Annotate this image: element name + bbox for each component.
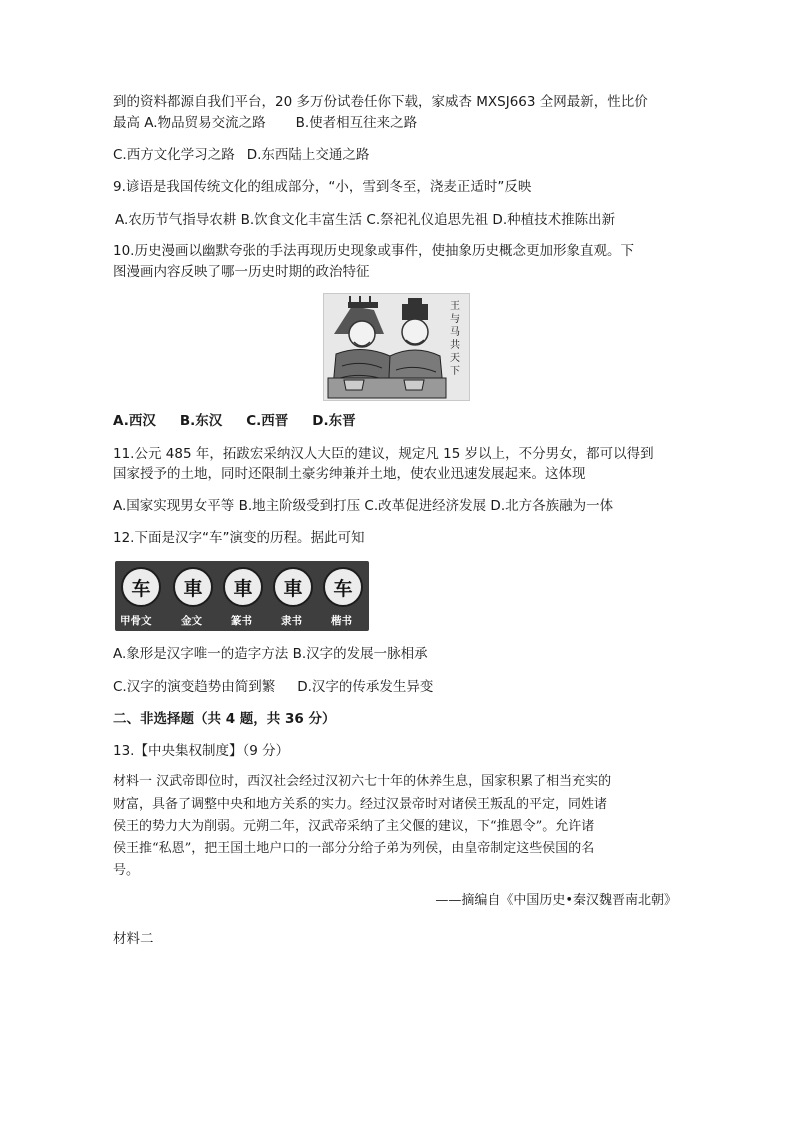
question-11-line-1: 11.公元 485 年，拓跋宏采纳汉人大臣的建议，规定凡 15 岁以上，不分男女，都可以得到	[113, 446, 654, 462]
regular-script-glyph: 车	[323, 567, 363, 607]
q10-option-b: B.东汉	[179, 413, 223, 429]
cartoon-caption: 王与马共天下	[450, 301, 460, 377]
historical-cartoon	[323, 293, 470, 401]
q8-option-b: B.使者相互往来之路	[295, 115, 418, 131]
material-1-line-1: 材料一 汉武帝即位时，西汉社会经过汉初六七十年的休养生息，国家积累了相当充实的	[113, 774, 612, 789]
question-12-options-cd	[113, 677, 433, 697]
q8-option-a: 最高 A.物品贸易交流之路	[113, 115, 266, 131]
clerical-script-label: 隶书	[281, 615, 302, 627]
section-2-heading: 二、非选择题（共 4 题，共 36 分）	[113, 711, 336, 727]
text-line-1: 到的资料都源自我们平台，20 多万份试卷任你下载，家威杏 MXSJ663 全网最新，性比价	[113, 94, 648, 110]
material-1-line-3: 侯王的势力大为削弱。元朔二年，汉武帝采纳了主父偃的建议，下“推恩令”。允许诸	[113, 819, 595, 834]
question-11-options: A.国家实现男女平等 B.地主阶级受到打压 C.改革促进经济发展 D.北方各族融为一体	[113, 498, 614, 514]
character-evolution-image	[115, 561, 369, 631]
q10-option-c: C.西晋	[246, 413, 289, 429]
question-9-options: A.农历节气指导农耕 B.饮食文化丰富生活 C.祭祀礼仪追思先祖 D.种植技术推陈出新	[115, 212, 616, 228]
question-13-heading: 13.【中央集权制度】（9 分）	[113, 743, 290, 759]
material-1-line-4: 侯王推“私恩”，把王国土地户口的一部分分给子弟为列侯，由皇帝制定这些侯国的名	[113, 841, 595, 856]
bronze-script-label: 金文	[181, 615, 202, 627]
q8-option-c: C.西方文化学习之路	[113, 147, 235, 163]
q12-option-d: D.汉字的传承发生异变	[297, 679, 434, 695]
material-1-line-5: 号。	[113, 863, 140, 878]
bronze-script-glyph: 車	[173, 567, 213, 607]
text-line-2	[113, 113, 417, 133]
cartoon-illustration	[324, 294, 469, 400]
question-10-line-2: 图漫画内容反映了哪一历史时期的政治特征	[113, 264, 370, 280]
material-1-source: ——摘编自《中国历史•秦汉魏晋南北朝》	[435, 893, 677, 908]
question-12: 12.下面是汉字“车”演变的历程。据此可知	[113, 530, 365, 546]
material-1-line-2: 财富，具备了调整中央和地方关系的实力。经过汉景帝时对诸侯王叛乱的平定，同姓诸	[113, 797, 608, 812]
seal-script-glyph: 車	[223, 567, 263, 607]
material-2-label: 材料二	[113, 931, 154, 947]
seal-script-label: 篆书	[231, 615, 252, 627]
question-10-line-1: 10.历史漫画以幽默夸张的手法再现历史现象或事件，使抽象历史概念更加形象直观。下	[113, 243, 634, 259]
question-10-options	[113, 411, 356, 431]
oracle-bone-label: 甲骨文	[120, 615, 152, 627]
regular-script-label: 楷书	[331, 615, 352, 627]
q8-options-cd	[113, 145, 369, 165]
clerical-script-glyph: 車	[273, 567, 313, 607]
question-11-line-2: 国家授予的土地，同时还限制土豪劣绅兼并土地，使农业迅速发展起来。这体现	[113, 466, 586, 482]
oracle-bone-glyph: 车	[121, 567, 161, 607]
q10-option-a: A.西汉	[113, 413, 156, 429]
q8-option-d: D.东西陆上交通之路	[246, 147, 370, 163]
question-9: 9.谚语是我国传统文化的组成部分，“小，雪到冬至，浇麦正适时”反映	[113, 179, 532, 195]
q10-option-d: D.东晋	[312, 413, 356, 429]
q12-option-c: C.汉字的演变趋势由简到繁	[113, 679, 276, 695]
question-12-options-ab: A.象形是汉字唯一的造字方法 B.汉字的发展一脉相承	[113, 646, 428, 662]
